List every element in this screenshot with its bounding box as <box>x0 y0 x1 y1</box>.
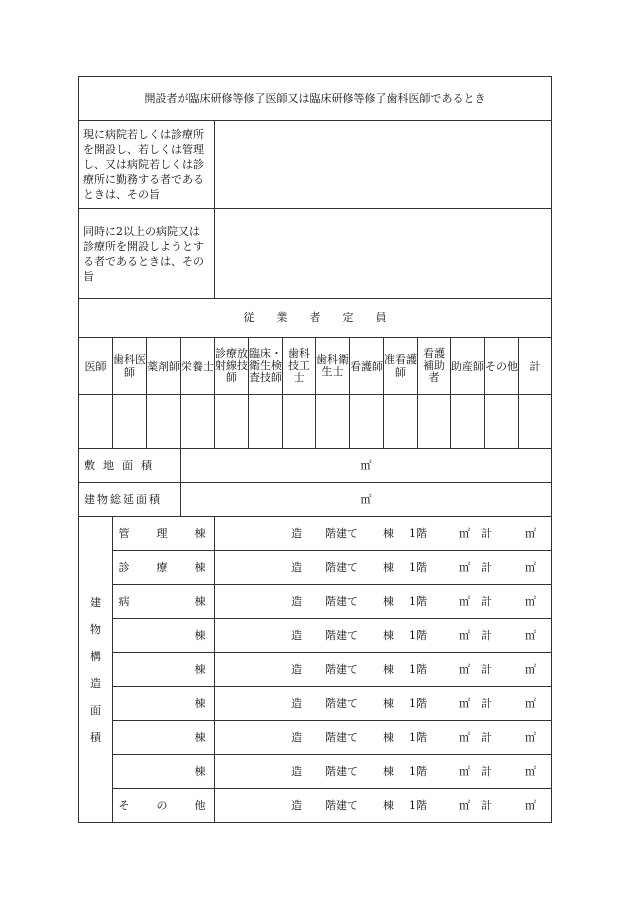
building-detail-structure: 造 <box>291 560 302 574</box>
building-detail-unit: ㎡ <box>459 628 470 642</box>
building-detail-stories: 階建て <box>325 730 358 744</box>
building-detail-stories: 階建て <box>325 628 358 642</box>
building-detail-floor: 1階 <box>409 798 427 812</box>
building-detail-cell[interactable] <box>215 517 552 551</box>
staff-count-cell-13[interactable] <box>519 395 552 449</box>
building-detail-unit: ㎡ <box>525 764 536 778</box>
building-detail-cell[interactable] <box>215 653 552 687</box>
staff-header-1: 歯科医師 <box>113 338 147 395</box>
building-name-cell <box>113 789 215 823</box>
building-detail-unit: ㎡ <box>525 628 536 642</box>
staff-header-9: 准看護師 <box>384 338 418 395</box>
building-name-char-1: 管 <box>118 526 130 540</box>
building-detail-unit: ㎡ <box>459 764 470 778</box>
building-row <box>79 551 552 585</box>
staff-count-cell-7[interactable] <box>316 395 350 449</box>
q2-answer-cell[interactable] <box>215 209 552 299</box>
building-name-cell <box>113 517 215 551</box>
building-name-suffix: 棟 <box>194 696 206 710</box>
floor-area-value[interactable] <box>181 483 552 517</box>
building-detail-cell[interactable] <box>215 789 552 823</box>
building-detail-unit: ㎡ <box>525 594 536 608</box>
building-detail-count: 棟 <box>383 628 394 642</box>
building-detail-structure: 造 <box>291 730 302 744</box>
building-detail-count: 棟 <box>383 560 394 574</box>
building-name-cell <box>113 687 215 721</box>
building-detail-floor: 1階 <box>409 628 427 642</box>
building-detail-cell[interactable] <box>215 721 552 755</box>
staff-count-cell-6[interactable] <box>283 395 316 449</box>
building-name-char-1: そ <box>118 798 130 812</box>
building-name-char-2: 療 <box>156 560 168 574</box>
building-name-suffix: 棟 <box>194 764 206 778</box>
site-area-unit: ㎡ <box>360 458 372 472</box>
building-row <box>79 789 552 823</box>
floor-area-unit: ㎡ <box>360 492 372 506</box>
building-name-cell <box>113 653 215 687</box>
side-label-char: 面 <box>90 703 101 717</box>
staff-header-4: 診療放射線技師 <box>215 338 249 395</box>
building-name-suffix: 棟 <box>194 560 206 574</box>
building-detail-count: 棟 <box>383 730 394 744</box>
site-area-value[interactable] <box>181 449 552 483</box>
building-detail-count: 棟 <box>383 662 394 676</box>
staff-count-cell-2[interactable] <box>147 395 181 449</box>
building-detail-stories: 階建て <box>325 798 358 812</box>
building-name-cell <box>113 755 215 789</box>
building-detail-stories: 階建て <box>325 696 358 710</box>
building-detail-unit: ㎡ <box>459 526 470 540</box>
building-row <box>79 517 552 551</box>
staff-header-3: 栄養士 <box>181 338 215 395</box>
building-detail-total: 計 <box>481 730 492 744</box>
building-row <box>79 721 552 755</box>
staff-header-12: その他 <box>485 338 519 395</box>
form-title: 開設者が臨床研修等修了医師又は臨床研修等修了歯科医師であるとき <box>79 77 552 121</box>
building-detail-cell[interactable] <box>215 755 552 789</box>
building-detail-floor: 1階 <box>409 730 427 744</box>
site-area-label: 敷地面積 <box>79 449 181 483</box>
building-detail-structure: 造 <box>291 526 302 540</box>
building-detail-total: 計 <box>481 560 492 574</box>
building-detail-unit: ㎡ <box>525 730 536 744</box>
building-detail-unit: ㎡ <box>525 560 536 574</box>
staff-count-cell-12[interactable] <box>485 395 519 449</box>
building-detail-total: 計 <box>481 594 492 608</box>
building-detail-unit: ㎡ <box>459 662 470 676</box>
building-detail-total: 計 <box>481 764 492 778</box>
building-detail-structure: 造 <box>291 798 302 812</box>
building-detail-count: 棟 <box>383 798 394 812</box>
staff-count-cell-11[interactable] <box>451 395 485 449</box>
building-row <box>79 687 552 721</box>
building-name-suffix: 棟 <box>194 628 206 642</box>
building-name-char-1: 病 <box>118 594 130 608</box>
building-detail-floor: 1階 <box>409 696 427 710</box>
side-label-char: 物 <box>90 622 101 636</box>
building-detail-total: 計 <box>481 526 492 540</box>
building-detail-floor: 1階 <box>409 526 427 540</box>
building-name-cell <box>113 551 215 585</box>
staff-count-cell-10[interactable] <box>418 395 451 449</box>
staff-section-title: 従業者定員 <box>79 299 552 338</box>
building-detail-floor: 1階 <box>409 594 427 608</box>
staff-header-13: 計 <box>519 338 552 395</box>
staff-count-cell-0[interactable] <box>79 395 113 449</box>
building-detail-structure: 造 <box>291 696 302 710</box>
building-detail-count: 棟 <box>383 594 394 608</box>
building-structure-side-label <box>79 517 113 823</box>
building-detail-count: 棟 <box>383 526 394 540</box>
building-detail-unit: ㎡ <box>459 730 470 744</box>
building-detail-structure: 造 <box>291 662 302 676</box>
building-detail-total: 計 <box>481 662 492 676</box>
staff-header-row <box>79 338 552 395</box>
building-detail-unit: ㎡ <box>525 526 536 540</box>
side-label-char: 造 <box>90 676 101 690</box>
floor-area-label: 建物総延面積 <box>79 483 181 517</box>
staff-count-cell-8[interactable] <box>350 395 384 449</box>
building-row <box>79 653 552 687</box>
building-detail-structure: 造 <box>291 628 302 642</box>
building-detail-unit: ㎡ <box>459 560 470 574</box>
staff-header-10: 看護補助者 <box>418 338 451 395</box>
staff-header-11: 助産師 <box>451 338 485 395</box>
staff-count-cell-1[interactable] <box>113 395 147 449</box>
building-name-suffix: 棟 <box>194 594 206 608</box>
q2-label: 同時に2以上の病院又は診療所を開設しようとする者であるときは、その旨 <box>79 209 215 299</box>
building-detail-unit: ㎡ <box>459 594 470 608</box>
building-detail-stories: 階建て <box>325 594 358 608</box>
side-label-char: 建 <box>90 595 101 609</box>
staff-header-7: 歯科衛生士 <box>316 338 350 395</box>
q1-label: 現に病院若しくは診療所を開設し、若しくは管理し、又は病院若しくは診療所に勤務する者であるときは、その旨 <box>79 121 215 209</box>
building-name-suffix: 棟 <box>194 526 206 540</box>
q1-answer-cell[interactable] <box>215 121 552 209</box>
building-detail-stories: 階建て <box>325 560 358 574</box>
building-row <box>79 755 552 789</box>
building-name-char-2: の <box>156 798 168 812</box>
building-name-suffix: 棟 <box>194 730 206 744</box>
building-detail-unit: ㎡ <box>525 798 536 812</box>
building-detail-structure: 造 <box>291 764 302 778</box>
staff-header-8: 看護師 <box>350 338 384 395</box>
staff-value-row <box>79 395 552 449</box>
building-detail-cell[interactable] <box>215 585 552 619</box>
side-label-char: 積 <box>90 730 101 744</box>
building-row <box>79 585 552 619</box>
staff-count-cell-3[interactable] <box>181 395 215 449</box>
staff-count-cell-9[interactable] <box>384 395 418 449</box>
building-detail-cell[interactable] <box>215 687 552 721</box>
building-detail-count: 棟 <box>383 764 394 778</box>
building-name-cell <box>113 721 215 755</box>
building-name-char-1: 診 <box>118 560 130 574</box>
staff-header-0: 医師 <box>79 338 113 395</box>
building-detail-stories: 階建て <box>325 662 358 676</box>
building-detail-cell[interactable] <box>215 619 552 653</box>
side-label-char: 構 <box>90 649 101 663</box>
building-detail-total: 計 <box>481 798 492 812</box>
building-name-char-2: 理 <box>156 526 168 540</box>
building-detail-count: 棟 <box>383 696 394 710</box>
building-name-cell <box>113 619 215 653</box>
building-detail-unit: ㎡ <box>525 662 536 676</box>
staff-header-6: 歯科技工士 <box>283 338 316 395</box>
building-detail-stories: 階建て <box>325 526 358 540</box>
building-detail-floor: 1階 <box>409 560 427 574</box>
building-detail-stories: 階建て <box>325 764 358 778</box>
building-name-cell <box>113 585 215 619</box>
staff-header-2: 薬剤師 <box>147 338 181 395</box>
staff-header-5: 臨床・衛生検査技師 <box>249 338 283 395</box>
building-name-suffix: 他 <box>194 798 206 812</box>
building-detail-unit: ㎡ <box>459 696 470 710</box>
building-detail-total: 計 <box>481 696 492 710</box>
building-detail-floor: 1階 <box>409 662 427 676</box>
building-detail-unit: ㎡ <box>459 798 470 812</box>
building-name-suffix: 棟 <box>194 662 206 676</box>
staff-count-cell-5[interactable] <box>249 395 283 449</box>
building-detail-floor: 1階 <box>409 764 427 778</box>
building-detail-cell[interactable] <box>215 551 552 585</box>
staff-count-cell-4[interactable] <box>215 395 249 449</box>
building-detail-unit: ㎡ <box>525 696 536 710</box>
facility-form-table <box>78 76 552 823</box>
building-detail-structure: 造 <box>291 594 302 608</box>
building-detail-total: 計 <box>481 628 492 642</box>
building-row <box>79 619 552 653</box>
